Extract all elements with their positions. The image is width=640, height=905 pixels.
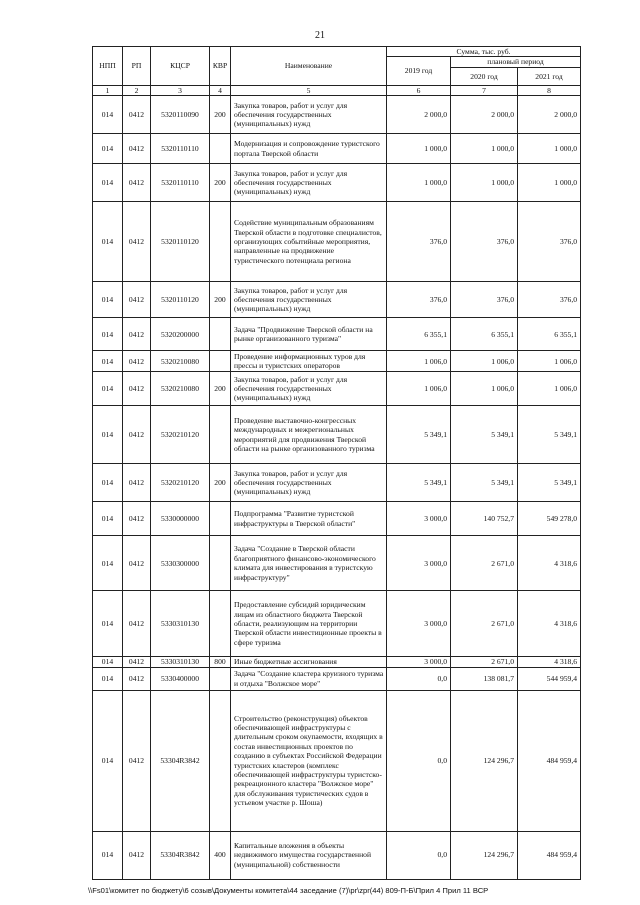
cell-name: Закупка товаров, работ и услуг для обеспечения государственных (муниципальных) нужд [231, 164, 387, 202]
cell-rp: 0412 [123, 502, 151, 536]
cell-2019: 3 000,0 [387, 502, 451, 536]
cell-npp: 014 [93, 406, 123, 464]
cell-kvr: 200 [210, 96, 231, 134]
cell-2021: 4 318,6 [518, 657, 581, 667]
cell-kcsr: 53304R3842 [151, 831, 210, 879]
cell-kvr: 400 [210, 831, 231, 879]
cell-name: Содействие муниципальным образованиям Тверской области в подготовке специалистов, организующих событийные мероприятия, направленные на продвижение туристического потенциала региона [231, 202, 387, 282]
cell-name: Иные бюджетные ассигнования [231, 657, 387, 667]
cell-kcsr: 5320210120 [151, 464, 210, 502]
cell-2020: 5 349,1 [451, 464, 518, 502]
cell-2021: 1 000,0 [518, 134, 581, 164]
cell-kcsr: 5320110110 [151, 164, 210, 202]
file-path-footer: \\Fs01\комитет по бюджету\6 созыв\Документы комитета\44 заседание (7)\pr\zpr(44) 809-П-Б\Прил 4 Прил 11 ВСР [88, 886, 489, 895]
cell-name: Закупка товаров, работ и услуг для обеспечения государственных (муниципальных) нужд [231, 372, 387, 406]
cell-rp: 0412 [123, 282, 151, 318]
cell-rp: 0412 [123, 351, 151, 372]
cell-2019: 376,0 [387, 202, 451, 282]
cell-2020: 5 349,1 [451, 406, 518, 464]
cell-2019: 1 006,0 [387, 351, 451, 372]
cell-2021: 5 349,1 [518, 464, 581, 502]
cell-2021: 4 318,6 [518, 536, 581, 591]
cell-2020: 1 000,0 [451, 164, 518, 202]
page-number: 21 [315, 30, 325, 41]
cell-name: Подпрограмма "Развитие туристской инфраструктуры в Тверской области" [231, 502, 387, 536]
table-row [93, 831, 581, 879]
cell-2020: 376,0 [451, 202, 518, 282]
cell-kvr [210, 591, 231, 657]
cell-name: Капитальные вложения в объекты недвижимого имущества государственной (муниципальной) собственности [231, 831, 387, 879]
cell-kvr [210, 351, 231, 372]
header-rp: РП [123, 47, 151, 86]
table-row [93, 372, 581, 406]
cell-2020: 138 081,7 [451, 667, 518, 690]
cell-kcsr: 5320110110 [151, 134, 210, 164]
cell-kvr [210, 667, 231, 690]
cell-name: Проведение выставочно-конгрессных международных и межрегиональных мероприятий для продвижения Тверской области на рынке организованного туризма [231, 406, 387, 464]
cell-npp: 014 [93, 96, 123, 134]
cell-2019: 6 355,1 [387, 318, 451, 351]
table-row [93, 164, 581, 202]
cell-name: Предоставление субсидий юридическим лицам из областного бюджета Тверской области, реализующим на территории Тверской области инвестиционные проекты в сфере туризма [231, 591, 387, 657]
cell-rp: 0412 [123, 406, 151, 464]
cell-2019: 5 349,1 [387, 406, 451, 464]
cell-name: Проведение информационных туров для прессы и туристских операторов [231, 351, 387, 372]
cell-2019: 3 000,0 [387, 657, 451, 667]
cell-kvr [210, 406, 231, 464]
cell-2021: 1 006,0 [518, 372, 581, 406]
table-row [93, 351, 581, 372]
cell-kcsr: 5330300000 [151, 536, 210, 591]
col-num: 1 [93, 85, 123, 95]
table-row [93, 318, 581, 351]
cell-kvr: 800 [210, 657, 231, 667]
cell-kcsr: 5320110120 [151, 202, 210, 282]
cell-2019: 1 000,0 [387, 164, 451, 202]
cell-name: Задача "Создание кластера круизного туризма и отдыха "Волжское море" [231, 667, 387, 690]
cell-kcsr: 5330000000 [151, 502, 210, 536]
cell-2020: 2 671,0 [451, 657, 518, 667]
cell-2021: 2 000,0 [518, 96, 581, 134]
cell-npp: 014 [93, 536, 123, 591]
cell-2020: 2 000,0 [451, 96, 518, 134]
cell-2020: 2 671,0 [451, 591, 518, 657]
cell-name: Задача "Продвижение Тверской области на рынке организованного туризма" [231, 318, 387, 351]
header-kcsr: КЦСР [151, 47, 210, 86]
cell-2020: 1 006,0 [451, 351, 518, 372]
table-row [93, 464, 581, 502]
col-num: 2 [123, 85, 151, 95]
cell-2021: 484 959,4 [518, 690, 581, 831]
cell-kcsr: 5320210080 [151, 351, 210, 372]
cell-2021: 376,0 [518, 282, 581, 318]
cell-npp: 014 [93, 282, 123, 318]
cell-kvr [210, 134, 231, 164]
header-npp: НПП [93, 47, 123, 86]
cell-2021: 544 959,4 [518, 667, 581, 690]
col-num: 3 [151, 85, 210, 95]
table-row [93, 657, 581, 667]
cell-kvr [210, 502, 231, 536]
cell-kvr [210, 318, 231, 351]
cell-npp: 014 [93, 591, 123, 657]
cell-2020: 140 752,7 [451, 502, 518, 536]
cell-2021: 1 000,0 [518, 164, 581, 202]
cell-npp: 014 [93, 164, 123, 202]
cell-kvr [210, 536, 231, 591]
header-kvr: КВР [210, 47, 231, 86]
cell-rp: 0412 [123, 372, 151, 406]
cell-kcsr: 5330310130 [151, 657, 210, 667]
cell-2020: 1 000,0 [451, 134, 518, 164]
header-2020: 2020 год [451, 67, 518, 85]
header-planned: плановый период [451, 57, 581, 67]
cell-name: Закупка товаров, работ и услуг для обеспечения государственных (муниципальных) нужд [231, 282, 387, 318]
cell-2021: 376,0 [518, 202, 581, 282]
budget-table [92, 46, 581, 880]
cell-2020: 124 296,7 [451, 831, 518, 879]
col-num: 7 [451, 85, 518, 95]
cell-kcsr: 5320200000 [151, 318, 210, 351]
cell-npp: 014 [93, 372, 123, 406]
cell-rp: 0412 [123, 134, 151, 164]
cell-rp: 0412 [123, 464, 151, 502]
header-2019: 2019 год [387, 57, 451, 85]
cell-kvr: 200 [210, 164, 231, 202]
cell-name: Закупка товаров, работ и услуг для обеспечения государственных (муниципальных) нужд [231, 96, 387, 134]
cell-npp: 014 [93, 464, 123, 502]
cell-2019: 1 006,0 [387, 372, 451, 406]
cell-kcsr: 5320210120 [151, 406, 210, 464]
cell-kcsr: 5320210080 [151, 372, 210, 406]
cell-2020: 376,0 [451, 282, 518, 318]
col-num: 8 [518, 85, 581, 95]
cell-2019: 5 349,1 [387, 464, 451, 502]
cell-npp: 014 [93, 667, 123, 690]
table-row [93, 536, 581, 591]
cell-2019: 1 000,0 [387, 134, 451, 164]
cell-npp: 014 [93, 831, 123, 879]
cell-2021: 5 349,1 [518, 406, 581, 464]
col-num: 4 [210, 85, 231, 95]
cell-npp: 014 [93, 351, 123, 372]
cell-rp: 0412 [123, 657, 151, 667]
cell-2021: 1 006,0 [518, 351, 581, 372]
cell-rp: 0412 [123, 831, 151, 879]
table-row [93, 667, 581, 690]
cell-kvr [210, 690, 231, 831]
cell-kvr: 200 [210, 372, 231, 406]
cell-2020: 6 355,1 [451, 318, 518, 351]
table-row [93, 591, 581, 657]
table-row [93, 406, 581, 464]
cell-name: Задача "Создание в Тверской области благоприятного финансово-экономического климата для инвестирования в туристскую инфраструктуру" [231, 536, 387, 591]
table-row [93, 282, 581, 318]
cell-2021: 484 959,4 [518, 831, 581, 879]
table-row [93, 134, 581, 164]
cell-kvr [210, 202, 231, 282]
cell-name: Строительство (реконструкция) объектов обеспечивающей инфраструктуры с длительным сроком окупаемости, входящих в состав инвестиционных проектов по созданию в субъектах Российской Федерации туристских кластеров (комплекс обеспечивающей инфраструктуры туристско-рекреационного кластера "Волжское море" для обслуживания туристических судов в устьевом участке р. Шоша) [231, 690, 387, 831]
cell-rp: 0412 [123, 536, 151, 591]
cell-2020: 2 671,0 [451, 536, 518, 591]
cell-rp: 0412 [123, 318, 151, 351]
header-name: Наименование [231, 47, 387, 86]
cell-npp: 014 [93, 502, 123, 536]
cell-kvr: 200 [210, 464, 231, 502]
col-num: 5 [231, 85, 387, 95]
table-row [93, 96, 581, 134]
cell-npp: 014 [93, 134, 123, 164]
cell-rp: 0412 [123, 96, 151, 134]
cell-2020: 1 006,0 [451, 372, 518, 406]
header-sum: Сумма, тыс. руб. [387, 47, 581, 57]
cell-kcsr: 5320110090 [151, 96, 210, 134]
cell-2019: 376,0 [387, 282, 451, 318]
cell-npp: 014 [93, 318, 123, 351]
cell-rp: 0412 [123, 591, 151, 657]
cell-kcsr: 53304R3842 [151, 690, 210, 831]
cell-2019: 2 000,0 [387, 96, 451, 134]
cell-npp: 014 [93, 657, 123, 667]
cell-2019: 0,0 [387, 690, 451, 831]
cell-2019: 3 000,0 [387, 536, 451, 591]
cell-rp: 0412 [123, 202, 151, 282]
cell-rp: 0412 [123, 164, 151, 202]
cell-2019: 0,0 [387, 667, 451, 690]
cell-npp: 014 [93, 202, 123, 282]
cell-kcsr: 5320110120 [151, 282, 210, 318]
cell-2019: 3 000,0 [387, 591, 451, 657]
cell-2021: 549 278,0 [518, 502, 581, 536]
cell-npp: 014 [93, 690, 123, 831]
table-row [93, 502, 581, 536]
cell-2019: 0,0 [387, 831, 451, 879]
cell-kvr: 200 [210, 282, 231, 318]
table-row [93, 202, 581, 282]
cell-2021: 4 318,6 [518, 591, 581, 657]
cell-name: Модернизация и сопровождение туристского портала Тверской области [231, 134, 387, 164]
cell-2020: 124 296,7 [451, 690, 518, 831]
table-row [93, 690, 581, 831]
cell-name: Закупка товаров, работ и услуг для обеспечения государственных (муниципальных) нужд [231, 464, 387, 502]
cell-2021: 6 355,1 [518, 318, 581, 351]
cell-kcsr: 5330310130 [151, 591, 210, 657]
col-num: 6 [387, 85, 451, 95]
cell-kcsr: 5330400000 [151, 667, 210, 690]
header-2021: 2021 год [518, 67, 581, 85]
cell-rp: 0412 [123, 690, 151, 831]
cell-rp: 0412 [123, 667, 151, 690]
